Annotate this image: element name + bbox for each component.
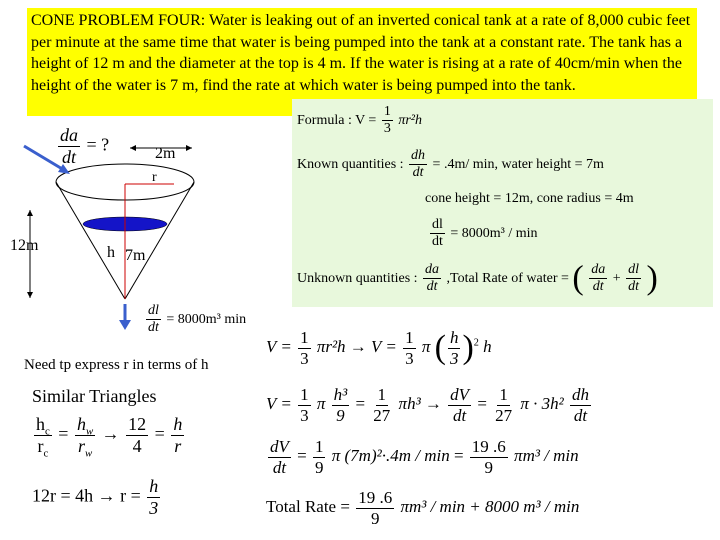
- known-label: Known quantities :: [297, 156, 404, 172]
- work-line-2: V = $\frac{1}{3}$ π $\frac{\text{h³}}{9}$ = $\frac{1}{27}$ πh³ → $\frac{dV}{dt}$ = $\frac{1}{27}$ π · 3h² $\frac{dh}{dt}$: [266, 385, 590, 425]
- similar-line2-lhs: 12r = 4h → r =: [32, 485, 141, 506]
- work-l1-one-b: 1: [405, 328, 414, 347]
- total-den: 9: [370, 508, 380, 528]
- work-l2-three: 3: [300, 405, 309, 425]
- rw-sub: w: [84, 447, 93, 460]
- work-l2-a: V =: [266, 393, 292, 413]
- total-rest: πm³ / min + 8000 m³ / min: [400, 496, 580, 516]
- work-l2-one-c: 1: [499, 385, 508, 404]
- radius-label: 2m: [155, 145, 176, 162]
- work-l1-a: V =: [266, 336, 292, 356]
- work-l2-h3: h³: [333, 385, 348, 404]
- work-l2-dh: dh: [572, 385, 590, 404]
- h-label: h: [107, 244, 115, 261]
- similar-eq-2: =: [154, 423, 165, 444]
- work-l2-27: 27: [373, 405, 391, 425]
- work-l2-dV: dV: [450, 385, 470, 404]
- similar-arrow: →: [101, 423, 120, 444]
- work-l1-exp: 2: [473, 337, 479, 349]
- similar-title: Similar Triangles: [32, 386, 157, 406]
- work-l2-b: πh³ →: [398, 393, 442, 413]
- radius-arrowhead-left: [130, 145, 136, 151]
- height-arrowhead-top: [27, 210, 33, 216]
- unknown-plus: +: [612, 270, 621, 286]
- work-l2-one-b: 1: [377, 385, 387, 404]
- known-dl-num: dl: [430, 217, 445, 234]
- work-l2-eq-b: =: [477, 393, 487, 413]
- work-l1-c: π: [421, 336, 431, 356]
- work-l2-dt-b: dt: [573, 405, 588, 425]
- work-line-1: V = $\frac{1}{3}$ πr²h → V = $\frac{1}{3}$ π ( $\frac{h}{3}$ )$^2$ h: [266, 328, 492, 368]
- work-l2-eq: =: [355, 393, 366, 413]
- work-line-3: [266, 437, 579, 477]
- work-l1-h: h: [449, 328, 459, 347]
- work-l3-dV: dV: [270, 437, 289, 456]
- water-height-label: 7m: [125, 247, 146, 264]
- work-l1-one: 1: [300, 328, 309, 347]
- known-dl-den: dt: [432, 234, 443, 250]
- work-l1-three-c: 3: [449, 348, 459, 368]
- similar-h: h: [173, 414, 183, 434]
- hw-sub: w: [85, 425, 94, 438]
- similar-line2-num: h: [149, 476, 159, 496]
- hc-sub: c: [45, 425, 50, 438]
- formula-num: 1: [382, 104, 393, 121]
- work-l1-b: πr²h → V =: [316, 336, 397, 356]
- work-l2-c: π · 3h²: [520, 393, 564, 413]
- similar-four: 4: [132, 435, 142, 456]
- work-l1-three-b: 3: [405, 348, 414, 368]
- unknown-t2-den: dt: [628, 279, 640, 295]
- work-l3-eq-b: =: [453, 445, 464, 465]
- unknown-total-label: ,Total Rate of water =: [446, 270, 569, 286]
- height-label: 12m: [10, 237, 39, 254]
- inflow-den: dt: [61, 146, 76, 167]
- total-eq: =: [340, 496, 350, 516]
- leak-rhs: = 8000m³ min: [166, 311, 247, 327]
- inflow-num: da: [60, 125, 78, 145]
- known-dh-num: dh: [409, 148, 427, 165]
- leak-num: dl: [146, 303, 161, 320]
- similar-line2-den: 3: [149, 497, 159, 518]
- hw: h: [76, 414, 86, 434]
- similar-twelve: 12: [128, 414, 147, 434]
- work-l3-b: πm³ / min: [514, 445, 579, 465]
- work-l3-eq: =: [297, 445, 307, 465]
- work-l3-dt: dt: [272, 457, 287, 477]
- leak-den: dt: [148, 320, 159, 336]
- similar-eq-1: =: [58, 423, 69, 444]
- known-dl-value: = 8000m³ / min: [450, 225, 538, 241]
- rw: r: [77, 435, 85, 456]
- total-label: Total Rate: [266, 496, 337, 516]
- work-l1-three: 3: [300, 348, 309, 368]
- work-l1-end: h: [483, 336, 492, 356]
- known-cone-line: cone height = 12m, cone radius = 4m: [425, 191, 634, 206]
- work-l3-a: π (7m)²·.4m / min: [331, 445, 450, 465]
- problem-statement: CONE PROBLEM FOUR: Water is leaking out of an inverted conical tank at a rate of 8,000 cubic feet per minute at the same time that water is being pumped into the tank at a constant rate. The tank has a height of 12 m and the diameter at the top is 4 m. If the water is rising at a rate of 40cm/min when the height of the water is 7 m, find the rate at which water is being pumped into the tank.: [27, 8, 697, 116]
- total-rate-line: [266, 488, 579, 528]
- unknown-t1-den: dt: [592, 279, 604, 295]
- work-l3-nine: 9: [314, 457, 324, 477]
- unknown-t1-num: da: [589, 262, 607, 279]
- known-line-3: [428, 217, 538, 250]
- inflow-rate-label: [56, 125, 109, 167]
- work-l3-one: 1: [314, 437, 324, 456]
- work-l2-27-b: 27: [495, 405, 513, 425]
- unknown-line: Unknown quantities : $\frac{da}{dt}$ ,Total Rate of water = ( $\frac{da}{dt}$ + $\frac{dl}{dt}$ ): [297, 259, 658, 297]
- unknown-da-num: da: [423, 262, 441, 279]
- inflow-rhs: = ?: [86, 134, 110, 155]
- known-dh-value: = .4m/ min, water height = 7m: [432, 156, 604, 172]
- known-line-1: [297, 148, 604, 181]
- similar-r: r: [174, 435, 182, 456]
- unknown-label: Unknown quantities :: [297, 270, 418, 286]
- similar-line-2: [32, 476, 162, 518]
- leak-arrowhead: [119, 320, 131, 330]
- formula-den: 3: [383, 121, 391, 137]
- work-l2-nine: 9: [336, 405, 345, 425]
- need-text: Need tp express r in terms of h: [24, 357, 209, 373]
- similar-line-1: [32, 414, 186, 460]
- formula-rest: πr²h: [398, 112, 423, 128]
- unknown-da-den: dt: [426, 279, 438, 295]
- formula-label: Formula : V =: [297, 112, 377, 128]
- work-l2-one: 1: [300, 385, 309, 404]
- work-l3-den: 9: [484, 457, 494, 477]
- rc: r: [37, 435, 44, 456]
- leak-rate-label: [144, 303, 246, 336]
- unknown-t2-num: dl: [626, 262, 641, 279]
- work-l3-num: 19 .6: [471, 437, 506, 456]
- height-arrowhead-bottom: [27, 292, 33, 298]
- total-num: 19 .6: [358, 488, 393, 507]
- known-dh-den: dt: [412, 165, 424, 181]
- work-l2-dt: dt: [453, 405, 467, 425]
- r-label: r: [152, 170, 157, 185]
- formula-line: [297, 104, 422, 137]
- cone-diagram: [0, 118, 290, 333]
- radius-arrowhead-right: [186, 145, 192, 151]
- hc: h: [36, 414, 45, 434]
- rc-sub: c: [43, 447, 49, 460]
